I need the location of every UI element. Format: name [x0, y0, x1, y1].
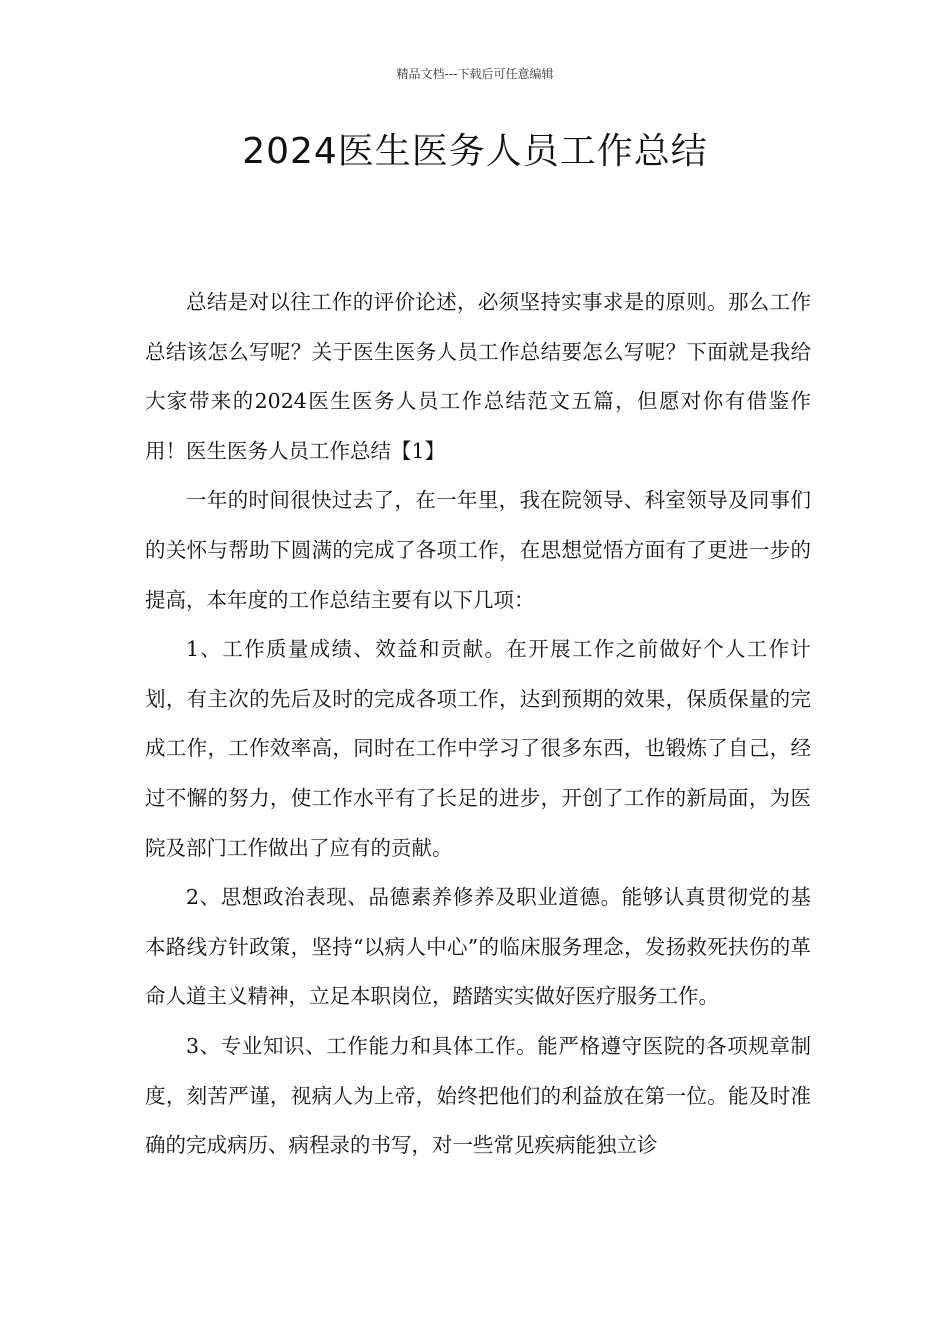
paragraph-intro: 总结是对以往工作的评价论述，必须坚持实事求是的原则。那么工作总结该怎么写呢？关于医生医务人员工作总结要怎么写呢？下面就是我给大家带来的2024医生医务人员工作总结范文五篇，但愿对你有借鉴作用！医生医务人员工作总结【1】: [145, 290, 811, 463]
header-note: 精品文档---下载后可任意编辑: [396, 67, 554, 81]
paragraph-year-review: 一年的时间很快过去了，在一年里，我在院领导、科室领导及同事们的关怀与帮助下圆满的完成了各项工作，在思想觉悟方面有了更进一步的提高，本年度的工作总结主要有以下几项：: [145, 488, 811, 612]
paragraph-item-2: 2、思想政治表现、品德素养修养及职业道德。能够认真贯彻党的基本路线方针政策，坚持“以病人中心”的临床服务理念，发扬救死扶伤的革命人道主义精神，立足本职岗位，踏踏实实做好医疗服务工作。: [145, 885, 811, 1009]
paragraph-item-3: 3、专业知识、工作能力和具体工作。能严格遵守医院的各项规章制度，刻苦严谨，视病人为上帝，始终把他们的利益放在第一位。能及时准确的完成病历、病程录的书写，对一些常见疾病能独立诊: [145, 1033, 811, 1158]
document-body: [145, 278, 811, 1171]
document-title: 2024医生医务人员工作总结: [242, 131, 708, 172]
paragraph-item-1: 1、工作质量成绩、效益和贡献。在开展工作之前做好个人工作计划，有主次的先后及时的完成各项工作，达到预期的效果，保质保量的完成工作，工作效率高，同时在工作中学习了很多东西，也锻炼了自己，经过不懈的努力，使工作水平有了长足的进步，开创了工作的新局面，为医院及部门工作做出了应有的贡献。: [145, 637, 811, 860]
